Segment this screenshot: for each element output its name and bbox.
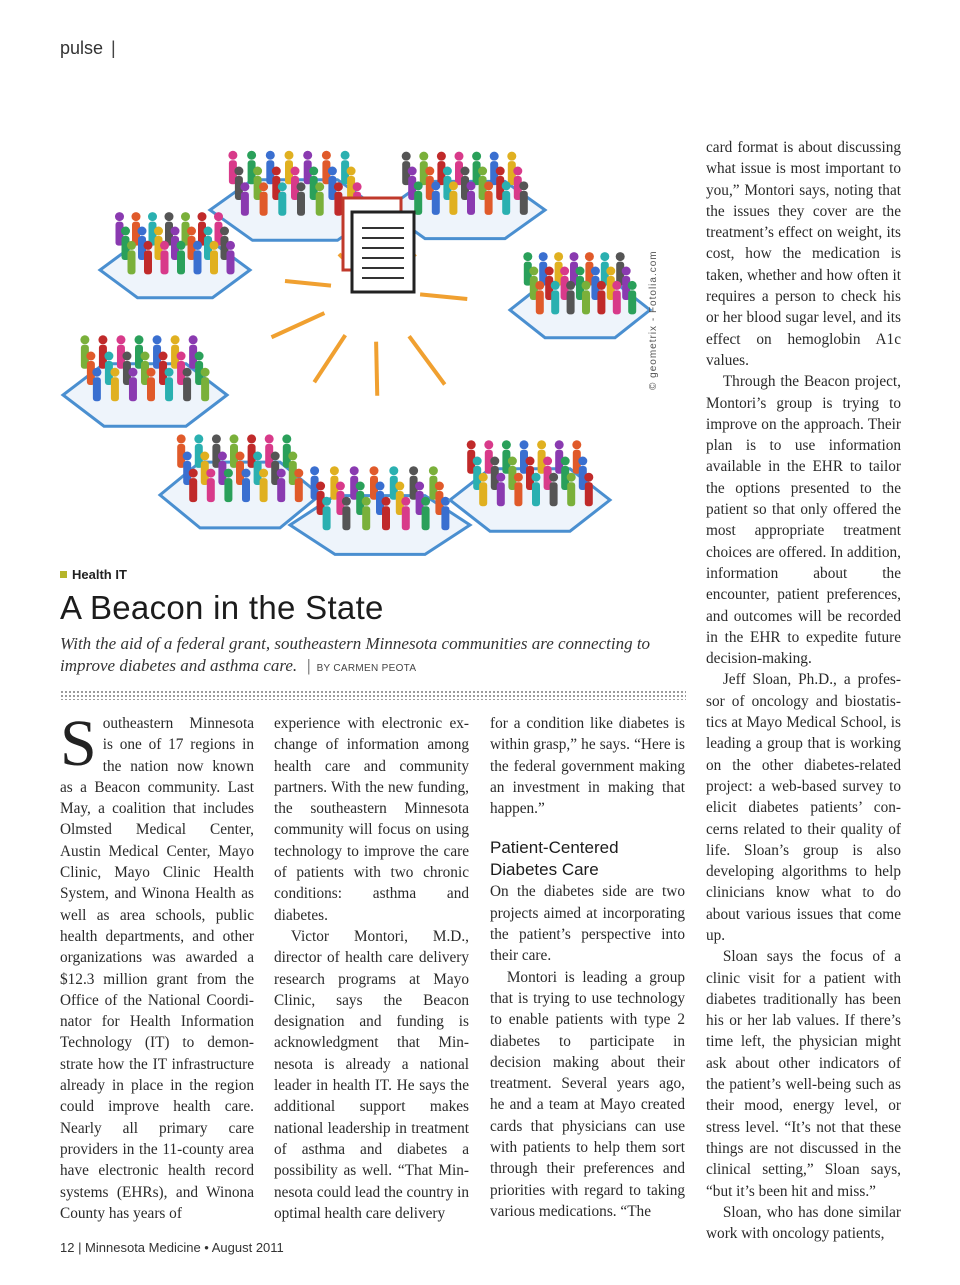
person-head: [591, 267, 600, 276]
person-head: [554, 252, 563, 261]
network-illustration: [60, 140, 686, 558]
person-head: [539, 252, 548, 261]
person-figure: [628, 290, 636, 314]
person-figure: [567, 290, 575, 314]
headline: A Beacon in the State: [60, 589, 384, 626]
person-head: [502, 440, 511, 449]
person-head: [189, 469, 198, 478]
person-head: [271, 452, 280, 461]
kicker-label: Health IT: [72, 567, 127, 582]
paragraph: Through the Beacon project, Montori’s group is trying to improve on the approach. Their plan is to use information available in the EHR to tailor the options presented to the patient so that only offered the most appropriate treatment choices are offered. In addition, information about the encounter, patient preferences, and outcomes will be recorded in the EHR to expedite future decision-making.: [706, 373, 901, 668]
paragraph: Sloan says the focus of a clinic visit for a patient with diabetes traditionally has been his or her lab values. If there’s time left, the physician might ask about other indicators of the patient’s well-being such as their mood, energy level, or stress level. “It’s not that these things are not discussed in the clinical setting,” Sloan says, “but it’s been hit and miss.”: [706, 948, 901, 1200]
person-head: [322, 151, 331, 160]
person-head: [135, 335, 144, 344]
person-figure: [485, 191, 493, 215]
kicker: [60, 567, 127, 582]
person-head: [138, 227, 147, 236]
arrow-icon: [285, 281, 331, 286]
person-head: [347, 167, 356, 176]
person-head: [104, 352, 113, 361]
person-head: [212, 434, 221, 443]
paragraph: Montori is leading a group that is trying to use technology to enable patients with type 2 diabetes to participate in decision making about their treatment. Several years ago, he and a team at Mayo created cards that physicians can use with patients to help them sort through their preferences and priorities with regard to taking various medications. “The: [490, 968, 685, 1220]
person-head: [612, 281, 621, 290]
person-head: [278, 182, 287, 191]
person-head: [435, 482, 444, 491]
person-head: [282, 434, 291, 443]
person-head: [582, 281, 591, 290]
person-head: [507, 152, 516, 161]
person-figure: [278, 192, 286, 216]
person-figure: [201, 377, 209, 401]
person-head: [431, 181, 440, 190]
person-head: [350, 466, 359, 475]
person-head: [409, 466, 418, 475]
arrow-icon: [314, 335, 345, 382]
person-head: [597, 281, 606, 290]
section-tag: [60, 38, 116, 59]
person-figure: [342, 506, 350, 530]
person-head: [529, 267, 538, 276]
person-head: [449, 181, 458, 190]
person-head: [478, 167, 487, 176]
person-head: [259, 182, 268, 191]
person-head: [342, 497, 351, 506]
person-head: [415, 482, 424, 491]
person-head: [200, 452, 209, 461]
person-head: [110, 368, 119, 377]
person-head: [508, 457, 517, 466]
person-head: [127, 241, 136, 250]
person-head: [532, 473, 541, 482]
person-head: [160, 241, 169, 250]
paragraph-text: outheastern Minnesota is one of 17 regions in the nation now known as a Beacon community. Last May, a coalition that includes Olmsted Medical Center, Austin Medical Center, Mayo Clinic, Mayo Clinic Health System, and Winona Health as well as area schools, public health departments, and other organizations was awarded a $12.3 million grant from the Office of the National Coordinator for Health Information Technology (IT) to demonstrate how the IT infrastructure already in place in the region could improve health care. Nearly all primary care providers in the 11-county area have electronic health record systems (EHRs), and Winona County has years of: [60, 715, 254, 1222]
person-head: [526, 457, 535, 466]
person-head: [545, 267, 554, 276]
person-figure: [260, 192, 268, 216]
arrow-icon: [409, 336, 445, 384]
person-head: [234, 167, 243, 176]
person-head: [555, 440, 564, 449]
person-head: [165, 368, 174, 377]
paragraph: On the diabetes side are two projects aimed at incorporating the patient’s perspective into their care.: [490, 883, 685, 965]
person-head: [382, 497, 391, 506]
person-figure: [277, 478, 285, 502]
column-2: [274, 713, 469, 1224]
person-head: [341, 151, 350, 160]
person-head: [193, 241, 202, 250]
person-head: [572, 440, 581, 449]
person-head: [147, 368, 156, 377]
person-figure: [362, 506, 370, 530]
person-head: [195, 352, 204, 361]
person-head: [181, 212, 190, 221]
person-head: [402, 152, 411, 161]
person-figure: [613, 290, 621, 314]
person-head: [334, 182, 343, 191]
person-head: [376, 482, 385, 491]
person-figure: [210, 250, 218, 274]
person-head: [520, 440, 529, 449]
person-head: [514, 473, 523, 482]
person-figure: [242, 478, 250, 502]
person-figure: [165, 377, 173, 401]
person-head: [204, 227, 213, 236]
person-figure: [177, 250, 185, 274]
person-head: [537, 440, 546, 449]
person-head: [356, 482, 365, 491]
person-figure: [585, 482, 593, 506]
person-head: [253, 452, 262, 461]
person-head: [177, 241, 186, 250]
person-figure: [183, 377, 191, 401]
person-figure: [241, 192, 249, 216]
person-figure: [227, 250, 235, 274]
person-head: [362, 497, 371, 506]
person-head: [560, 267, 569, 276]
person-figure: [567, 482, 575, 506]
person-head: [576, 267, 585, 276]
arrow-icon: [420, 294, 467, 299]
person-figure: [550, 482, 558, 506]
person-head: [543, 457, 552, 466]
person-head: [121, 227, 130, 236]
person-head: [98, 335, 107, 344]
person-head: [230, 434, 239, 443]
person-figure: [467, 191, 475, 215]
arrow-icon: [376, 342, 377, 396]
person-head: [206, 469, 215, 478]
person-head: [288, 452, 297, 461]
arrow-icon: [272, 313, 325, 337]
person-figure: [295, 478, 303, 502]
person-figure: [582, 290, 590, 314]
person-head: [616, 252, 625, 261]
person-head: [236, 452, 245, 461]
person-head: [551, 281, 560, 290]
person-head: [441, 497, 450, 506]
person-head: [253, 167, 262, 176]
person-head: [183, 452, 192, 461]
person-head: [585, 252, 594, 261]
person-figure: [224, 478, 232, 502]
person-head: [606, 267, 615, 276]
person-figure: [207, 478, 215, 502]
person-head: [425, 167, 434, 176]
deck: [60, 633, 660, 680]
person-head: [336, 482, 345, 491]
paragraph: Victor Montori, M.D., director of health care delivery research programs at Mayo Clinic, says the Beacon designation and funding is acknowledgment that Minnesota is already a national leader in health IT. He says the additional support makes national leadership in treatment of asthma and diabetes a possibility as well. “That Minnesota could lead the country in optimal health care delivery: [274, 927, 469, 1222]
person-head: [115, 212, 124, 221]
drop-cap: S: [60, 707, 97, 780]
byline: BY CARMEN PEOTA: [316, 663, 417, 674]
person-head: [226, 241, 235, 250]
person-head: [535, 281, 544, 290]
byline-separator: |: [307, 656, 311, 675]
person-head: [242, 469, 251, 478]
person-head: [86, 352, 95, 361]
kicker-square-icon: [60, 571, 67, 578]
person-head: [187, 227, 196, 236]
person-figure: [536, 290, 544, 314]
paragraph: for a condition like diabetes is within grasp,” he says. “Here is the federal government making an investment in making that happen.”: [490, 715, 685, 818]
person-head: [395, 482, 404, 491]
person-head: [628, 281, 637, 290]
section-name: pulse: [60, 38, 104, 58]
person-head: [122, 352, 131, 361]
person-head: [291, 167, 300, 176]
person-head: [277, 469, 286, 478]
person-head: [570, 252, 579, 261]
person-head: [419, 152, 428, 161]
person-head: [177, 352, 186, 361]
person-figure: [147, 377, 155, 401]
page-footer: 12 | Minnesota Medicine • August 2011: [60, 1240, 284, 1255]
person-head: [265, 434, 274, 443]
person-head: [159, 352, 168, 361]
person-figure: [161, 250, 169, 274]
person-head: [502, 181, 511, 190]
person-figure: [189, 478, 197, 502]
person-head: [309, 167, 318, 176]
person-head: [201, 368, 210, 377]
person-head: [171, 227, 180, 236]
person-figure: [551, 290, 559, 314]
subhead: Patient-Centered Diabetes Care: [490, 838, 619, 880]
person-head: [141, 352, 150, 361]
person-head: [484, 440, 493, 449]
paragraph: [60, 707, 254, 1224]
person-figure: [194, 250, 202, 274]
person-head: [600, 252, 609, 261]
person-head: [473, 457, 482, 466]
person-head: [310, 466, 319, 475]
article-illustration: [60, 140, 686, 558]
person-figure: [402, 506, 410, 530]
person-figure: [111, 377, 119, 401]
person-head: [315, 182, 324, 191]
person-head: [148, 212, 157, 221]
person-head: [496, 473, 505, 482]
document-icon: [352, 212, 414, 292]
person-head: [183, 368, 192, 377]
person-figure: [432, 191, 440, 215]
person-figure: [260, 478, 268, 502]
person-head: [443, 167, 452, 176]
person-figure: [334, 192, 342, 216]
person-head: [461, 167, 470, 176]
person-head: [189, 335, 198, 344]
person-figure: [93, 377, 101, 401]
person-head: [496, 167, 505, 176]
paragraph: experience with electronic exchange of information among health care and community partners. With the new funding, the southeastern Minnesota community will focus on using technology to improve the care of patients with two chronic conditions: asthma and diabetes.: [274, 715, 469, 924]
person-figure: [497, 482, 505, 506]
person-head: [247, 151, 256, 160]
column-4: [706, 137, 901, 1244]
person-figure: [144, 250, 152, 274]
person-head: [220, 227, 229, 236]
person-head: [467, 181, 476, 190]
person-head: [472, 152, 481, 161]
person-head: [218, 452, 227, 461]
person-figure: [597, 290, 605, 314]
person-head: [455, 152, 464, 161]
person-head: [224, 469, 233, 478]
person-head: [153, 335, 162, 344]
person-head: [421, 497, 430, 506]
person-head: [266, 151, 275, 160]
person-head: [490, 152, 499, 161]
person-head: [128, 368, 137, 377]
person-figure: [297, 192, 305, 216]
person-figure: [514, 482, 522, 506]
person-head: [479, 473, 488, 482]
dotted-rule: [60, 690, 686, 700]
person-head: [513, 167, 522, 176]
person-head: [272, 167, 281, 176]
person-head: [240, 182, 249, 191]
person-head: [401, 497, 410, 506]
person-head: [294, 469, 303, 478]
person-figure: [449, 191, 457, 215]
person-head: [80, 335, 89, 344]
person-head: [198, 212, 207, 221]
person-figure: [316, 192, 324, 216]
person-figure: [502, 191, 510, 215]
paragraph: Sloan, who has done similar work with oncology patients,: [706, 1203, 901, 1243]
person-figure: [422, 506, 430, 530]
person-head: [171, 335, 180, 344]
person-head: [92, 368, 101, 377]
person-figure: [323, 506, 331, 530]
person-head: [214, 212, 223, 221]
person-head: [116, 335, 125, 344]
person-head: [584, 473, 593, 482]
paragraph: card format is about discussing what issue is most important to you,” Montori says, noting that the issues they cover are the treatment’s effect on weight, its cost, how the medication is taken, whether and how often it requires a person to check his or her blood sugar level, and its effect on hemoglobin A1c values.: [706, 139, 901, 369]
person-head: [408, 167, 417, 176]
person-head: [437, 152, 446, 161]
person-head: [353, 182, 362, 191]
person-figure: [128, 250, 136, 274]
person-figure: [441, 506, 449, 530]
person-figure: [520, 191, 528, 215]
person-figure: [382, 506, 390, 530]
person-figure: [532, 482, 540, 506]
person-head: [322, 497, 331, 506]
person-head: [467, 440, 476, 449]
person-head: [330, 466, 339, 475]
person-head: [561, 457, 570, 466]
person-head: [297, 182, 306, 191]
person-figure: [479, 482, 487, 506]
person-head: [484, 181, 493, 190]
column-1: [60, 707, 254, 1224]
person-head: [259, 469, 268, 478]
person-head: [228, 151, 237, 160]
person-head: [285, 151, 294, 160]
person-head: [566, 281, 575, 290]
person-head: [578, 457, 587, 466]
paragraph: Jeff Sloan, Ph.D., a professor of oncology and biostatistics at Mayo Medical School, is leading a group that is working on the other diabetes-related project: a web-based survey to elicit diabetes patients’ concerns related to their quality of life. Sloan’s group is also developing algorithms to help clinicians know what to do about various issues that come up.: [706, 671, 901, 944]
person-head: [389, 466, 398, 475]
person-head: [144, 241, 153, 250]
person-head: [165, 212, 174, 221]
person-head: [567, 473, 576, 482]
person-head: [154, 227, 163, 236]
column-3: [490, 713, 685, 1222]
person-head: [177, 434, 186, 443]
section-separator: |: [111, 38, 116, 58]
person-head: [622, 267, 631, 276]
deck-text: With the aid of a federal grant, southeastern Minnesota communities are connecting to improve diabetes and asthma care.: [60, 634, 651, 675]
person-head: [414, 181, 423, 190]
person-head: [316, 482, 325, 491]
person-figure: [129, 377, 137, 401]
person-head: [490, 457, 499, 466]
person-head: [194, 434, 203, 443]
person-head: [247, 434, 256, 443]
person-head: [303, 151, 312, 160]
person-head: [549, 473, 558, 482]
person-head: [132, 212, 141, 221]
person-head: [328, 167, 337, 176]
person-head: [519, 181, 528, 190]
photo-credit: © geometrix - Fotolia.com: [648, 250, 659, 390]
person-head: [370, 466, 379, 475]
person-head: [429, 466, 438, 475]
person-head: [523, 252, 532, 261]
person-head: [210, 241, 219, 250]
